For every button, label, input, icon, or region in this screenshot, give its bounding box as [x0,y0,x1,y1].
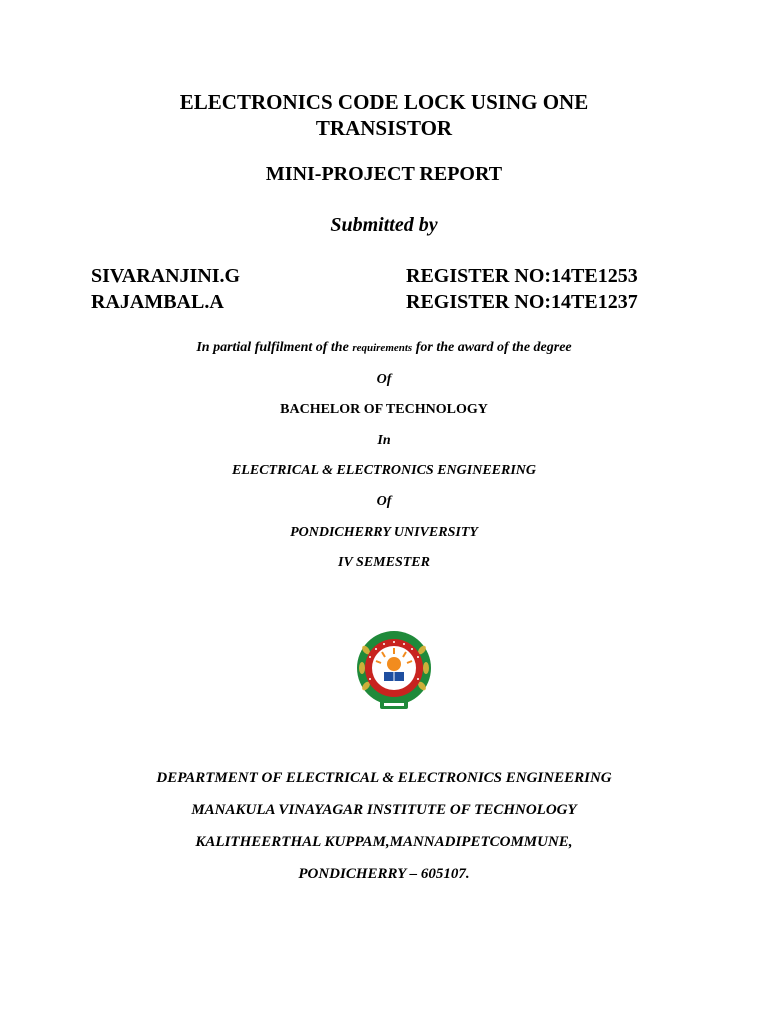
of-connector-2: Of [376,494,392,509]
institute-seal-icon [354,628,434,712]
degree-name: BACHELOR OF TECHNOLOGY [280,402,488,417]
department-name: DEPARTMENT OF ELECTRICAL & ELECTRONICS ENGINEERING [156,770,612,786]
student-register-2: REGISTER NO:14TE1237 [406,291,638,313]
report-title-line-2: TRANSISTOR [315,116,453,140]
institute-city: PONDICHERRY – 605107. [298,866,470,882]
fulfilment-statement [0,340,768,356]
fulfilment-text-part-1: In partial fulfilment of the [196,340,349,355]
student-register-1: REGISTER NO:14TE1253 [406,265,638,287]
university-name: PONDICHERRY UNIVERSITY [290,525,478,540]
submitted-by-label: Submitted by [330,214,438,236]
fulfilment-text-part-2: requirements [352,342,413,354]
institute-name: MANAKULA VINAYAGAR INSTITUTE OF TECHNOLOGY [191,802,577,818]
student-name-2: RAJAMBAL.A [91,291,224,313]
institute-address: KALITHEERTHAL KUPPAM,MANNADIPETCOMMUNE, [195,834,573,850]
report-title-line-1: ELECTRONICS CODE LOCK USING ONE [179,90,589,114]
semester-label: IV SEMESTER [338,555,430,570]
discipline-name: ELECTRICAL & ELECTRONICS ENGINEERING [231,463,537,478]
report-subtitle: MINI-PROJECT REPORT [265,163,503,185]
of-connector-1: Of [376,372,392,387]
fulfilment-text-part-3: for the award of the degree [415,340,572,355]
in-connector: In [377,433,391,448]
student-name-1: SIVARANJINI.G [91,265,241,287]
